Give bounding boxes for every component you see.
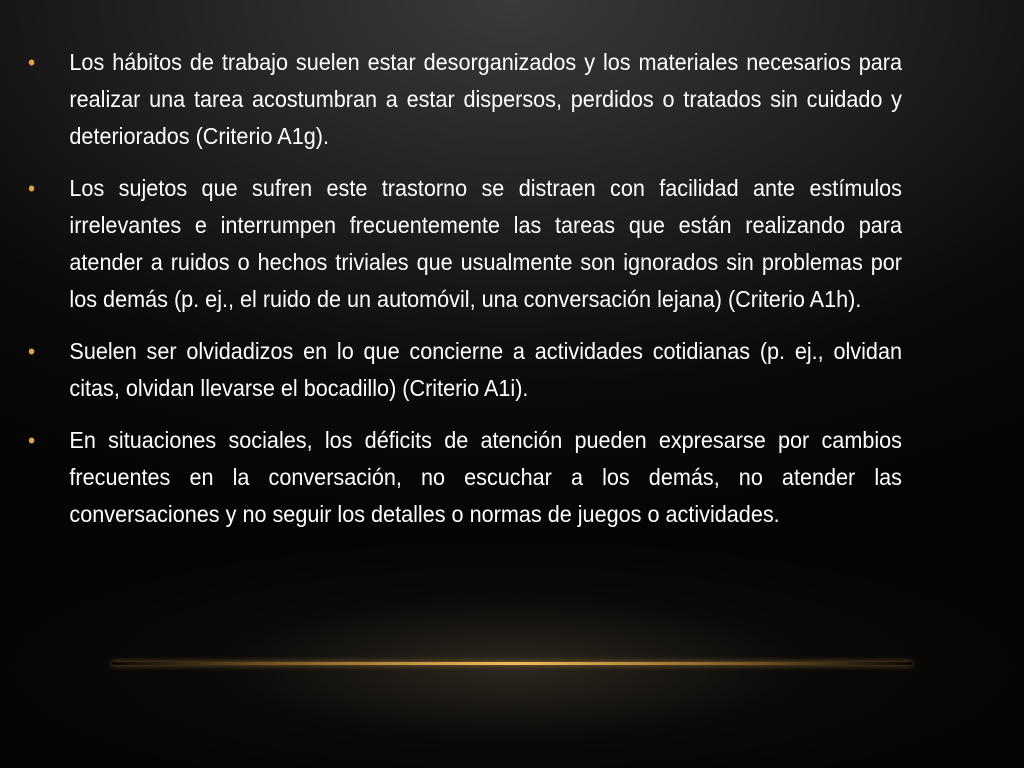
bullet-text: Los hábitos de trabajo suelen estar desorganizados y los materiales necesarios para realizar una tarea acostumbran a estar dispersos, perdidos o tratados sin cuidado y deteriorados (Criterio A1g). [69, 49, 902, 149]
bullet-item [28, 170, 902, 318]
bullet-text: Suelen ser olvidadizos en lo que concierne a actividades cotidianas (p. ej., olvidan citas, olvidan llevarse el bocadillo) (Criterio A1i). [69, 338, 902, 401]
bullet-marker: • [28, 428, 36, 453]
bullet-text: En situaciones sociales, los déficits de atención pueden expresarse por cambios frecuentes en la conversación, no escuchar a los demás, no atender las conversaciones y no seguir los detalles o normas de juegos o actividades. [69, 427, 902, 527]
bullet-item [28, 422, 902, 533]
bullet-marker: • [28, 50, 36, 75]
bullet-marker: • [28, 176, 36, 201]
bullet-text: Los sujetos que sufren este trastorno se distraen con facilidad ante estímulos irrelevantes e interrumpen frecuentemente las tareas que están realizando para atender a ruidos o hechos triviales que usualmente son ignorados sin problemas por los demás (p. ej., el ruido de un automóvil, una conversación lejana) (Criterio A1h). [69, 175, 902, 312]
bullet-item [28, 333, 902, 407]
decorative-glow-line [112, 662, 912, 665]
bullet-item [28, 44, 902, 155]
bullet-marker: • [28, 339, 36, 364]
bullet-list [28, 44, 902, 548]
